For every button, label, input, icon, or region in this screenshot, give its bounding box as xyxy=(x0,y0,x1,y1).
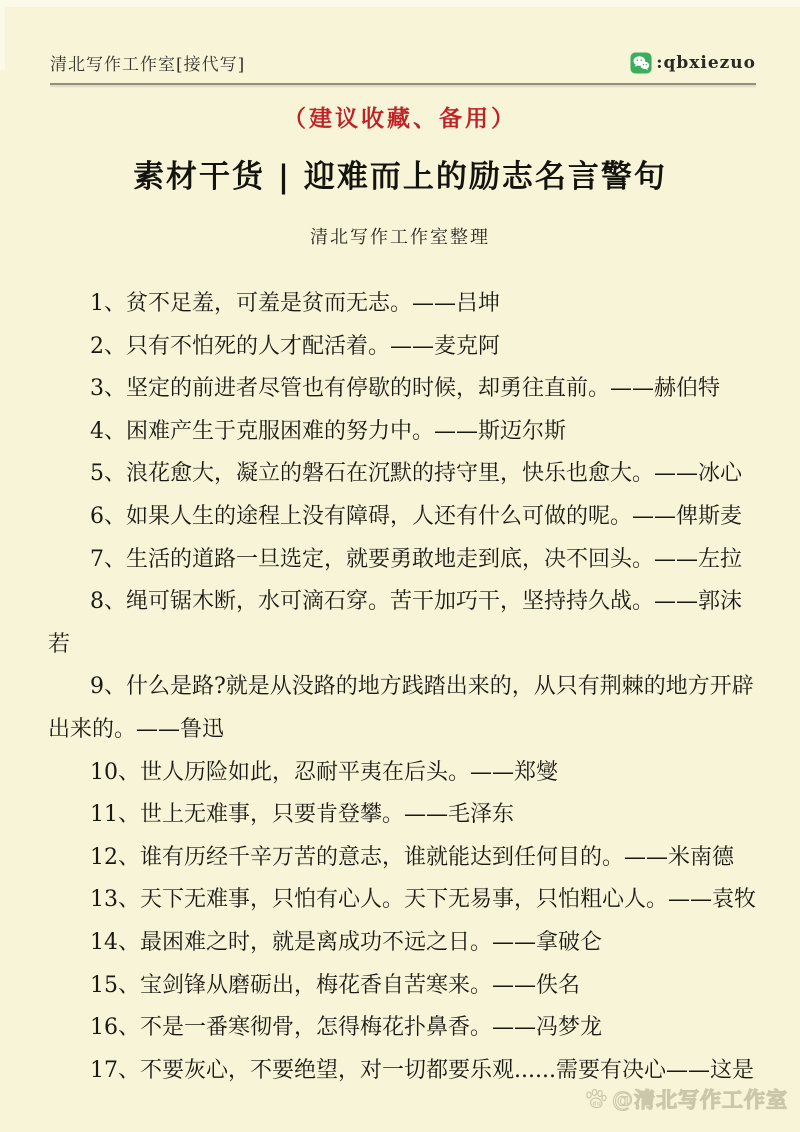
wechat-id: :qbxiezuo xyxy=(656,52,756,73)
page-header xyxy=(50,50,756,75)
quote-line-8: 8、绳可锯木断，水可滴石穿。苦干加巧干，坚持持久战。——郭沫若 xyxy=(48,589,742,657)
wechat-icon xyxy=(630,52,652,74)
quote-line-12: 12、谁有历经千辛万苦的意志，谁就能达到任何目的。——米南德 xyxy=(90,844,734,870)
quote-line-7: 7、生活的道路一旦选定，就要勇敢地走到底，决不回头。——左拉 xyxy=(90,546,742,572)
quote-line-2: 2、只有不怕死的人才配活着。——麦克阿 xyxy=(90,333,500,359)
quote-line-17: 17、不要灰心，不要绝望，对一切都要乐观......需要有决心——这是 xyxy=(90,1057,754,1083)
quote-line-14: 14、最困难之时，就是离成功不远之日。——拿破仑 xyxy=(90,929,602,955)
watermark xyxy=(583,1084,788,1114)
quote-line-6: 6、如果人生的途程上没有障碍，人还有什么可做的呢。——俾斯麦 xyxy=(90,503,742,529)
quote-line-13: 13、天下无难事，只怕有心人。天下无易事，只怕粗心人。——袁牧 xyxy=(90,887,756,913)
quote-line-11: 11、世上无难事，只要肯登攀。——毛泽东 xyxy=(90,802,514,828)
quote-line-15: 15、宝剑锋从磨砺出，梅花香自苦寒来。——佚名 xyxy=(90,972,580,998)
header-brand: 清北写作工作室[接代写] xyxy=(50,55,246,75)
quote-line-10: 10、世人历险如此，忍耐平夷在后头。——郑燮 xyxy=(90,759,558,785)
quote-line-16: 16、不是一番寒彻骨，怎得梅花扑鼻香。——冯梦龙 xyxy=(90,1015,602,1041)
collect-notice: （建议收藏、备用） xyxy=(283,105,517,132)
svg-text:du: du xyxy=(592,1101,602,1108)
quote-line-1: 1、贫不足羞，可羞是贫而无志。——吕坤 xyxy=(90,291,500,316)
page-title: 素材干货 | 迎难而上的励志名言警句 xyxy=(133,159,667,195)
quote-line-9: 9、什么是路?就是从没路的地方践踏出来的，从只有荆棘的地方开辟出来的。——鲁迅 xyxy=(48,674,754,742)
page-top-edge xyxy=(0,0,800,7)
header-divider xyxy=(50,83,756,85)
quote-list xyxy=(48,283,760,1092)
page-subtitle: 清北写作工作室整理 xyxy=(310,227,490,248)
quote-line-4: 4、困难产生于克服困难的努力中。——斯迈尔斯 xyxy=(90,418,566,444)
quote-line-3: 3、坚定的前进者尽管也有停歇的时候，却勇往直前。——赫伯特 xyxy=(90,376,720,402)
header-wechat-contact xyxy=(630,52,756,74)
watermark-text: @清北写作工作室 xyxy=(612,1087,788,1112)
baidu-paw-icon xyxy=(583,1087,609,1111)
quote-line-5: 5、浪花愈大，凝立的磐石在沉默的持守里，快乐也愈大。——冰心 xyxy=(90,461,742,487)
page-left-edge xyxy=(0,0,5,70)
